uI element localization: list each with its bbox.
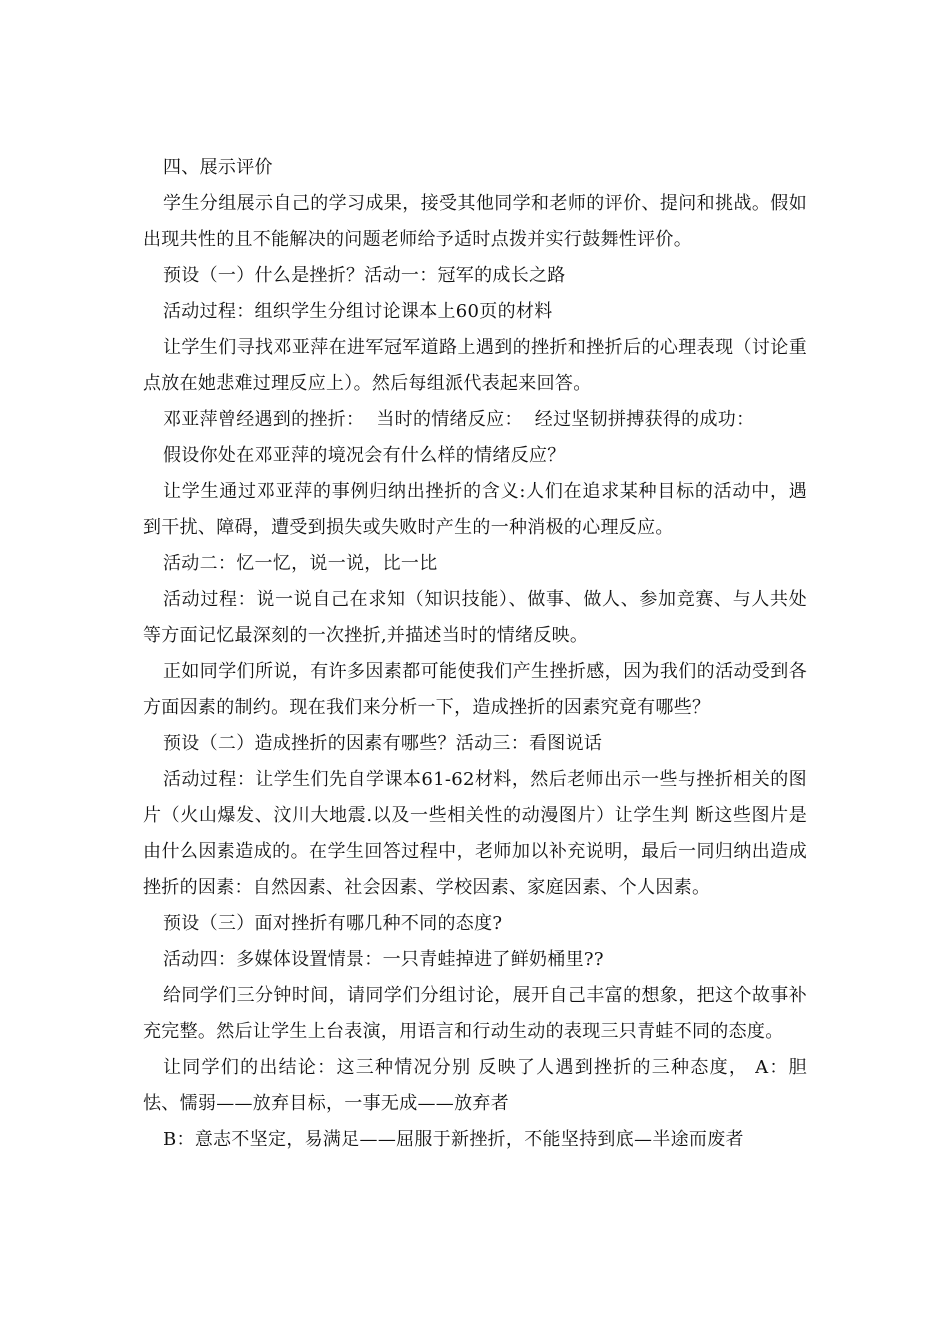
paragraph: B：意志不坚定，易满足——屈服于新挫折，不能坚持到底—半途而废者 xyxy=(163,1129,744,1150)
paragraph: 学生分组展示自己的学习成果，接受其他同学和老师的评价、提问和挑战。假如出现共性的且不能解决的问题老师给予适时点拨并实行鼓舞性评价。 xyxy=(143,193,807,250)
paragraph: 活动四：多媒体设置情景：一只青蛙掉进了鲜奶桶里?? xyxy=(163,949,604,970)
paragraph: 让学生通过邓亚萍的事例归纳出挫折的含义:人们在追求某种目标的活动中，遇到干扰、障碍，遭受到损失或失败时产生的一种消极的心理反应。 xyxy=(143,481,807,538)
paragraph: 正如同学们所说，有许多因素都可能使我们产生挫折感，因为我们的活动受到各方面因素的制约。现在我们来分析一下，造成挫折的因素究竟有哪些？ xyxy=(143,661,807,718)
paragraph: 活动二：忆一忆，说一说，比一比 xyxy=(163,553,438,574)
paragraph: 给同学们三分钟时间，请同学们分组讨论，展开自己丰富的想象，把这个故事补充完整。然后让学生上台表演，用语言和行动生动的表现三只青蛙不同的态度。 xyxy=(143,985,807,1042)
section-heading: 四、展示评价 xyxy=(163,157,273,178)
paragraph: 活动过程：让学生们先自学课本61-62材料，然后老师出示一些与挫折相关的图片（火山爆发、汶川大地震.以及一些相关性的动漫图片）让学生判 断这些图片是由什么因素造成的。在学生回答过程中，老师加以补充说明，最后一同归纳出造成挫折的因素：自然因素、社会因素、学校因素、家庭因素、个人因素。 xyxy=(143,769,807,898)
paragraph: 让学生们寻找邓亚萍在进军冠军道路上遇到的挫折和挫折后的心理表现（讨论重点放在她悲难过理反应上）。然后每组派代表起来回答。 xyxy=(143,337,807,394)
paragraph: 预设（一）什么是挫折？活动一：冠军的成长之路 xyxy=(163,265,566,286)
paragraph: 预设（三）面对挫折有哪几种不同的态度? xyxy=(163,913,503,934)
paragraph: 假设你处在邓亚萍的境况会有什么样的情绪反应？ xyxy=(163,445,566,466)
paragraph: 活动过程：组织学生分组讨论课本上60页的材料 xyxy=(163,301,553,322)
paragraph: 邓亚萍曾经遇到的挫折： 当时的情绪反应： 经过坚韧拼搏获得的成功： xyxy=(163,409,755,430)
paragraph: 让同学们的出结论：这三种情况分别 反映了人遇到挫折的三种态度， A：胆怯、懦弱——放弃目标，一事无成——放弃者 xyxy=(143,1057,807,1114)
paragraph: 活动过程：说一说自己在求知（知识技能）、做事、做人、参加竞赛、与人共处等方面记忆最深刻的一次挫折,并描述当时的情绪反映。 xyxy=(143,589,807,646)
document-body xyxy=(143,150,807,1158)
paragraph: 预设（二）造成挫折的因素有哪些？活动三：看图说话 xyxy=(163,733,603,754)
